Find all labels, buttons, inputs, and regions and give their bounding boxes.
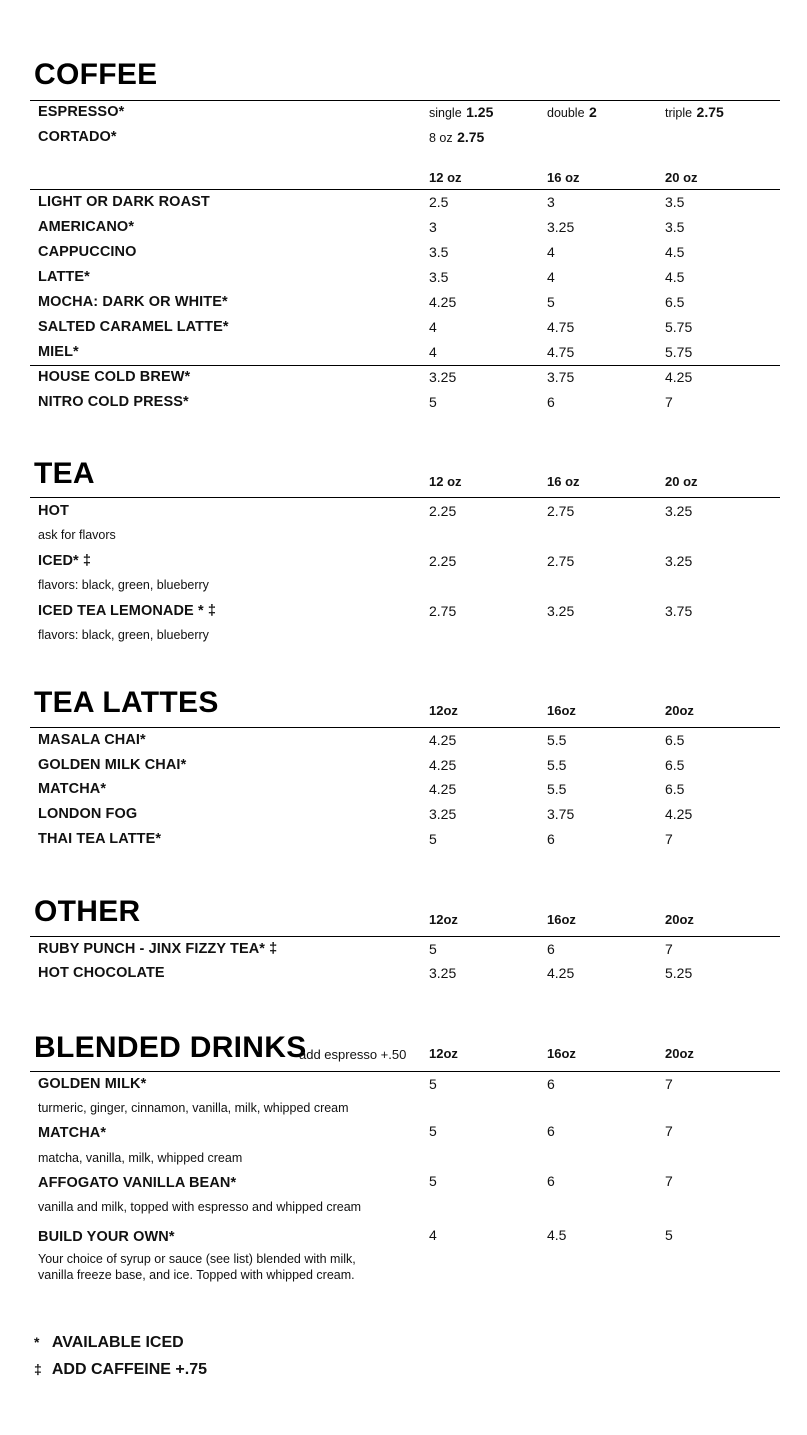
price-16oz: 3.75	[547, 806, 575, 822]
price-16oz: 4.75	[547, 344, 575, 360]
espresso-double-price: double 2	[547, 104, 597, 120]
menu-item-description: vanilla freeze base, and ice. Topped with whipped cream.	[38, 1268, 355, 1282]
price-20oz: 5.75	[665, 344, 693, 360]
menu-item-name: LONDON FOG	[38, 806, 138, 822]
divider	[30, 936, 780, 937]
price-16oz: 6	[547, 831, 555, 847]
price-20oz: 4.25	[665, 806, 693, 822]
double-dagger-symbol: ‡	[34, 1361, 42, 1377]
size-header: 12 oz	[429, 474, 462, 489]
divider	[30, 727, 780, 728]
menu-item-description: matcha, vanilla, milk, whipped cream	[38, 1151, 243, 1165]
divider	[30, 189, 780, 190]
price-16oz: 5	[547, 294, 555, 310]
price-20oz: 7	[665, 941, 673, 957]
footnote-add-caffeine	[34, 1361, 207, 1379]
price-12oz: 3.5	[429, 269, 449, 285]
size-header: 12oz	[429, 912, 458, 927]
price-12oz: 5	[429, 1173, 437, 1189]
menu-item-description: flavors: black, green, blueberry	[38, 578, 209, 592]
menu-item-name: HOUSE COLD BREW*	[38, 369, 191, 385]
price-16oz: 6	[547, 1076, 555, 1092]
price-20oz: 4.5	[665, 244, 685, 260]
price-16oz: 3	[547, 194, 555, 210]
price-20oz: 7	[665, 394, 673, 410]
price-20oz: 3.5	[665, 194, 685, 210]
menu-item-name: BUILD YOUR OWN*	[38, 1229, 175, 1245]
price-12oz: 5	[429, 394, 437, 410]
price-12oz: 4	[429, 319, 437, 335]
price-20oz: 7	[665, 1123, 673, 1139]
price-20oz: 7	[665, 831, 673, 847]
menu-item-name: MATCHA*	[38, 781, 107, 797]
menu-item-name: CAPPUCCINO	[38, 244, 137, 260]
size-header: 12oz	[429, 1046, 458, 1061]
price-20oz: 3.25	[665, 553, 693, 569]
divider	[30, 365, 780, 366]
price-20oz: 4.25	[665, 369, 693, 385]
size-header: 20oz	[665, 1046, 694, 1061]
price-16oz: 3.75	[547, 369, 575, 385]
size-header: 20oz	[665, 703, 694, 718]
price-20oz: 6.5	[665, 294, 685, 310]
menu-item-name: THAI TEA LATTE*	[38, 831, 162, 847]
price-16oz: 3.25	[547, 219, 575, 235]
price-12oz: 2.25	[429, 503, 457, 519]
menu-item-name: ICED* ‡	[38, 553, 92, 569]
size-header: 16oz	[547, 912, 576, 927]
size-header: 16 oz	[547, 170, 580, 185]
size-header: 12 oz	[429, 170, 462, 185]
menu-item-name: RUBY PUNCH - JINX FIZZY TEA* ‡	[38, 941, 278, 957]
espresso-single-price: single 1.25	[429, 104, 494, 120]
size-header: 16oz	[547, 703, 576, 718]
price-12oz: 4.25	[429, 757, 457, 773]
menu-item-name: GOLDEN MILK CHAI*	[38, 757, 187, 773]
asterisk-symbol: *	[34, 1334, 40, 1350]
menu-item-name: LATTE*	[38, 269, 90, 285]
price-20oz: 6.5	[665, 732, 685, 748]
price-16oz: 6	[547, 1123, 555, 1139]
price-12oz: 4.25	[429, 781, 457, 797]
menu-item-name: NITRO COLD PRESS*	[38, 394, 189, 410]
menu-item-name: ESPRESSO*	[38, 104, 125, 120]
size-header: 20 oz	[665, 170, 698, 185]
price-12oz: 3.25	[429, 965, 457, 981]
price-12oz: 3	[429, 219, 437, 235]
menu-item-name: MATCHA*	[38, 1125, 107, 1141]
menu-item-description: turmeric, ginger, cinnamon, vanilla, milk, whipped cream	[38, 1101, 349, 1115]
section-title-tea-lattes: TEA LATTES	[34, 686, 219, 719]
menu-item-name: ICED TEA LEMONADE * ‡	[38, 603, 216, 619]
price-16oz: 2.75	[547, 503, 575, 519]
price-16oz: 4.25	[547, 965, 575, 981]
price-12oz: 5	[429, 1123, 437, 1139]
size-header: 20 oz	[665, 474, 698, 489]
price-12oz: 2.5	[429, 194, 449, 210]
size-header: 16 oz	[547, 474, 580, 489]
price-20oz: 6.5	[665, 757, 685, 773]
price-16oz: 4	[547, 244, 555, 260]
price-16oz: 3.25	[547, 603, 575, 619]
menu-item-name: AFFOGATO VANILLA BEAN*	[38, 1175, 237, 1191]
price-20oz: 3.75	[665, 603, 693, 619]
divider	[30, 497, 780, 498]
price-12oz: 3.25	[429, 806, 457, 822]
price-12oz: 4	[429, 344, 437, 360]
espresso-triple-price: triple 2.75	[665, 104, 724, 120]
footnote-text: AVAILABLE ICED	[51, 1334, 184, 1351]
size-header: 16oz	[547, 1046, 576, 1061]
price-20oz: 3.5	[665, 219, 685, 235]
menu-item-name: MIEL*	[38, 344, 79, 360]
price-12oz: 4.25	[429, 294, 457, 310]
menu-item-description: ask for flavors	[38, 528, 116, 542]
divider	[30, 100, 780, 101]
price-20oz: 5.25	[665, 965, 693, 981]
section-title-coffee: COFFEE	[34, 58, 158, 91]
menu-item-description: Your choice of syrup or sauce (see list) blended with milk,	[38, 1252, 356, 1266]
blended-note: add espresso +.50	[299, 1047, 407, 1062]
menu-item-name: HOT CHOCOLATE	[38, 965, 165, 981]
price-16oz: 6	[547, 394, 555, 410]
section-title-other: OTHER	[34, 895, 141, 928]
price-16oz: 4.75	[547, 319, 575, 335]
menu-item-name: SALTED CARAMEL LATTE*	[38, 319, 229, 335]
price-16oz: 4	[547, 269, 555, 285]
section-title-blended-drinks: BLENDED DRINKS	[34, 1031, 307, 1064]
price-12oz: 5	[429, 941, 437, 957]
price-16oz: 5.5	[547, 757, 567, 773]
price-20oz: 5.75	[665, 319, 693, 335]
menu-item-name: GOLDEN MILK*	[38, 1076, 147, 1092]
price-20oz: 7	[665, 1173, 673, 1189]
menu-item-description: flavors: black, green, blueberry	[38, 628, 209, 642]
price-12oz: 3.5	[429, 244, 449, 260]
cortado-price: 8 oz 2.75	[429, 129, 485, 145]
menu-item-name: CORTADO*	[38, 129, 117, 145]
price-12oz: 4	[429, 1227, 437, 1243]
footnote-available-iced	[34, 1334, 184, 1352]
price-16oz: 6	[547, 941, 555, 957]
price-20oz: 5	[665, 1227, 673, 1243]
price-12oz: 2.25	[429, 553, 457, 569]
price-12oz: 5	[429, 1076, 437, 1092]
menu-item-description: vanilla and milk, topped with espresso and whipped cream	[38, 1200, 362, 1214]
footnote-text: ADD CAFFEINE +.75	[51, 1361, 207, 1378]
price-16oz: 5.5	[547, 781, 567, 797]
price-20oz: 4.5	[665, 269, 685, 285]
price-16oz: 2.75	[547, 553, 575, 569]
menu-item-name: MOCHA: DARK OR WHITE*	[38, 294, 228, 310]
price-20oz: 7	[665, 1076, 673, 1092]
price-16oz: 6	[547, 1173, 555, 1189]
size-header: 12oz	[429, 703, 458, 718]
price-12oz: 4.25	[429, 732, 457, 748]
price-16oz: 4.5	[547, 1227, 567, 1243]
price-20oz: 3.25	[665, 503, 693, 519]
menu-item-name: AMERICANO*	[38, 219, 135, 235]
menu-item-name: LIGHT OR DARK ROAST	[38, 194, 210, 210]
section-title-tea: TEA	[34, 457, 95, 490]
menu-item-name: MASALA CHAI*	[38, 732, 146, 748]
price-12oz: 5	[429, 831, 437, 847]
divider	[30, 1071, 780, 1072]
price-20oz: 6.5	[665, 781, 685, 797]
price-12oz: 3.25	[429, 369, 457, 385]
price-16oz: 5.5	[547, 732, 567, 748]
price-12oz: 2.75	[429, 603, 457, 619]
menu-item-name: HOT	[38, 503, 69, 519]
size-header: 20oz	[665, 912, 694, 927]
